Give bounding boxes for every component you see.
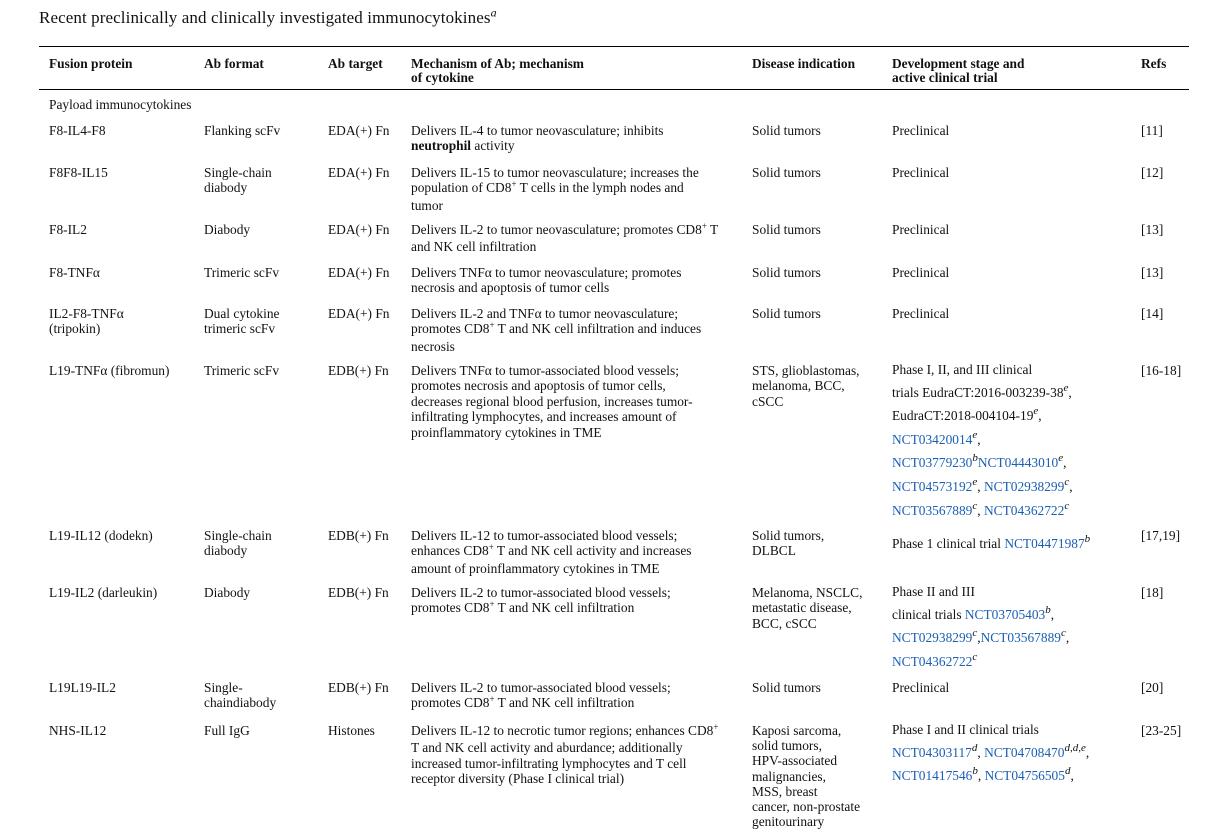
- development-stage: [892, 533, 1091, 553]
- refs: [12]: [1141, 165, 1164, 180]
- disease-line: genitourinary: [752, 814, 825, 830]
- ab-format: Full IgG: [204, 723, 250, 738]
- mechanism-line: [411, 543, 692, 560]
- mechanism-line: promotes necrosis and apoptosis of tumor cells,: [411, 378, 666, 394]
- dev-line: [892, 627, 1069, 651]
- ab-format: [204, 680, 276, 711]
- mechanism-text: promotes CD8: [411, 600, 490, 616]
- dev-line: [892, 452, 1073, 476]
- disease-indication: Solid tumors: [752, 165, 821, 180]
- mechanism-line: Delivers IL-15 to tumor neovasculature; increases the: [411, 165, 699, 180]
- mechanism-text: Delivers IL-12 to necrotic tumor regions; enhances CD8: [411, 723, 714, 738]
- clinical-trial-link[interactable]: NCT04708470: [984, 744, 1065, 760]
- header-dev-line2: active clinical trial: [892, 70, 998, 85]
- disease-indication: [752, 585, 862, 631]
- table-caption: [39, 5, 497, 28]
- clinical-trial-link[interactable]: NCT04303117: [892, 744, 972, 760]
- mechanism-text: T and NK cell infiltration and induces: [494, 321, 702, 337]
- footnote-mark: d: [971, 741, 978, 754]
- refs: [18]: [1141, 585, 1164, 600]
- mechanism: [411, 265, 681, 296]
- footnote-mark: c: [972, 499, 978, 512]
- separator: ,: [977, 502, 981, 518]
- superscript: +: [489, 599, 495, 610]
- disease-line: solid tumors,: [752, 738, 822, 754]
- fusion-protein: L19-IL2 (darleukin): [49, 585, 158, 600]
- fusion-protein: [49, 306, 124, 337]
- disease-line: melanoma, BCC,: [752, 378, 845, 394]
- mechanism-text: T and NK cell infiltration: [494, 600, 635, 616]
- dev-line: [892, 742, 1089, 766]
- footnote-mark: b: [972, 765, 978, 778]
- fusion-protein: L19-TNFα (fibromun): [49, 363, 170, 378]
- mechanism-text: T cells in the lymph nodes and: [516, 180, 684, 196]
- refs: [14]: [1141, 306, 1164, 321]
- mechanism-text: population of CD8: [411, 180, 512, 196]
- mechanism-line: Delivers IL-12 to tumor-associated blood vessels;: [411, 528, 678, 543]
- header-development-stage: [892, 57, 1024, 85]
- refs: [13]: [1141, 222, 1164, 237]
- format-line: chaindiabody: [204, 695, 277, 711]
- disease-indication: Solid tumors: [752, 306, 821, 321]
- refs: [23-25]: [1141, 723, 1182, 738]
- footnote-mark: b: [972, 452, 978, 465]
- footnote-mark: b: [1084, 533, 1091, 545]
- dev-line: Phase I, II, and III clinical: [892, 362, 1033, 377]
- mechanism-line: proinflammatory cytokines in TME: [411, 424, 602, 440]
- development-stage: [892, 581, 1069, 674]
- mechanism-text: Delivers IL-2 to tumor neovasculature; promotes CD8: [411, 222, 702, 237]
- superscript: +: [701, 221, 707, 231]
- ab-target: EDB(+) Fn: [328, 528, 389, 543]
- ab-format: [204, 306, 280, 337]
- caption-footnote-mark: a: [490, 5, 497, 20]
- disease-line: DLBCL: [752, 543, 796, 559]
- footnote-mark: d: [1064, 765, 1071, 778]
- dev-line: Phase II and III: [892, 584, 975, 599]
- header-mechanism-line1: Mechanism of Ab; mechanism: [411, 56, 584, 71]
- clinical-trial-link[interactable]: NCT04471987: [1004, 536, 1085, 551]
- ab-target: EDB(+) Fn: [328, 585, 389, 600]
- mechanism-line: T and NK cell activity and aburdance; additionally: [411, 740, 683, 756]
- footnote-mark: c: [1060, 627, 1066, 640]
- mechanism: [411, 165, 699, 213]
- dev-text: EudraCT:2018-004104-19: [892, 408, 1034, 424]
- footnote-mark: e: [1033, 405, 1039, 418]
- development-stage: Preclinical: [892, 165, 950, 180]
- header-rule: [39, 89, 1189, 90]
- separator: ,: [1050, 606, 1055, 622]
- format-line: diabody: [204, 543, 248, 559]
- disease-line: HPV-associated: [752, 753, 838, 769]
- header-ab-target: Ab target: [328, 56, 383, 71]
- mechanism-line: [411, 723, 718, 740]
- footnote-mark: c: [1064, 499, 1070, 512]
- mechanism-line: amount of proinflammatory cytokines in TME: [411, 560, 660, 576]
- mechanism: [411, 222, 718, 255]
- fusion-protein: L19-IL12 (dodekn): [49, 528, 153, 543]
- footnote-mark: e: [972, 475, 978, 488]
- ab-target: EDA(+) Fn: [328, 265, 390, 280]
- footnote-mark: e: [1058, 452, 1064, 465]
- mechanism: [411, 123, 664, 154]
- fusion-protein: F8-TNFα: [49, 265, 100, 280]
- disease-indication: [752, 723, 860, 829]
- mechanism-line: decreases regional blood perfusion, increases tumor-: [411, 393, 693, 409]
- header-fusion-protein: Fusion protein: [49, 56, 133, 71]
- superscript: +: [713, 722, 719, 732]
- separator: ,: [977, 744, 981, 760]
- separator: ,: [977, 630, 981, 646]
- format-line: Single-: [204, 680, 243, 695]
- disease-line: Kaposi sarcoma,: [752, 723, 842, 738]
- format-line: trimeric scFv: [204, 321, 276, 337]
- development-stage: Preclinical: [892, 123, 950, 138]
- ab-format: Diabody: [204, 222, 251, 237]
- dev-line: [892, 405, 1073, 429]
- ab-target: EDB(+) Fn: [328, 363, 389, 378]
- mechanism: [411, 363, 693, 440]
- clinical-trial-link[interactable]: NCT04362722: [892, 653, 973, 669]
- mechanism-line: and NK cell infiltration: [411, 239, 537, 255]
- fusion-protein: L19L19-IL2: [49, 680, 116, 695]
- clinical-trial-link[interactable]: NCT03420014: [892, 431, 973, 447]
- header-dev-line1: Development stage and: [892, 56, 1025, 71]
- superscript: +: [488, 542, 494, 553]
- dev-text: Phase 1 clinical trial: [892, 536, 1005, 551]
- header-mechanism: [411, 57, 584, 85]
- mechanism-line: infiltrating lymphocytes, and increases amount of: [411, 409, 677, 425]
- ab-format: Flanking scFv: [204, 123, 281, 138]
- ab-target: EDA(+) Fn: [328, 123, 390, 138]
- mechanism-text: T: [706, 222, 719, 237]
- dev-line: [892, 765, 1089, 789]
- mechanism-line: tumor: [411, 197, 443, 213]
- footnote-mark: d,d,e: [1064, 741, 1086, 754]
- disease-line: Melanoma, NSCLC,: [752, 585, 863, 600]
- footnote-mark: e: [1063, 381, 1069, 394]
- disease-indication: Solid tumors: [752, 265, 821, 280]
- disease-line: BCC, cSCC: [752, 615, 817, 631]
- dev-line: [892, 651, 1069, 675]
- refs: [20]: [1141, 680, 1164, 695]
- separator: ,: [1069, 478, 1073, 494]
- footnote-mark: c: [972, 650, 978, 663]
- caption-title: Recent preclinically and clinically investigated immunocytokines: [39, 8, 491, 27]
- disease-line: STS, glioblastomas,: [752, 363, 860, 378]
- superscript: +: [489, 320, 495, 331]
- separator: ,: [977, 478, 981, 494]
- clinical-trial-link[interactable]: NCT02938299: [983, 478, 1065, 494]
- mechanism-bold: neutrophil: [411, 138, 472, 154]
- mechanism-line: [411, 222, 718, 239]
- mechanism: [411, 528, 692, 576]
- separator: ,: [977, 768, 982, 784]
- dev-line: Phase I and II clinical trials: [892, 722, 1039, 737]
- ab-format: [204, 528, 272, 559]
- section-label: Payload immunocytokines: [49, 97, 192, 112]
- mechanism-text: T and NK cell infiltration: [494, 695, 635, 711]
- mechanism: [411, 306, 701, 354]
- mechanism-line: increased tumor-infiltrating lymphocytes and T cell: [411, 755, 687, 771]
- fusion-line: (tripokin): [49, 321, 101, 337]
- mechanism: [411, 585, 671, 618]
- mechanism-line: Delivers IL-2 and TNFα to tumor neovasculature;: [411, 306, 679, 321]
- clinical-trial-link[interactable]: NCT04443010: [977, 455, 1059, 471]
- separator: ,: [1038, 408, 1042, 424]
- ab-target: EDA(+) Fn: [328, 222, 390, 237]
- mechanism-line: [411, 600, 671, 617]
- development-stage: Preclinical: [892, 265, 950, 280]
- refs: [17,19]: [1141, 528, 1181, 543]
- footnote-mark: e: [972, 428, 978, 441]
- fusion-protein: F8-IL2: [49, 222, 87, 237]
- dev-text: clinical trials: [892, 606, 965, 622]
- disease-line: metastatic disease,: [752, 600, 852, 616]
- disease-line: cSCC: [752, 393, 784, 409]
- superscript: +: [511, 179, 517, 190]
- disease-line: Solid tumors,: [752, 528, 825, 543]
- disease-line: malignancies,: [752, 768, 826, 784]
- refs: [13]: [1141, 265, 1164, 280]
- mechanism-line: [411, 695, 671, 712]
- separator: ,: [1068, 384, 1072, 400]
- mechanism-line: Delivers IL-2 to tumor-associated blood vessels;: [411, 585, 671, 600]
- clinical-trial-link[interactable]: NCT04362722: [983, 502, 1065, 518]
- separator: ,: [1070, 768, 1074, 784]
- header-mechanism-line2: of cytokine: [411, 70, 474, 85]
- development-stage: Preclinical: [892, 306, 950, 321]
- ab-target: Histones: [328, 723, 375, 738]
- mechanism-line: Delivers IL-2 to tumor-associated blood vessels;: [411, 680, 671, 695]
- disease-line: MSS, breast: [752, 783, 818, 799]
- separator: ,: [1085, 744, 1090, 760]
- disease-indication: [752, 363, 860, 409]
- header-ab-format: Ab format: [204, 56, 264, 71]
- fusion-protein: F8-IL4-F8: [49, 123, 106, 138]
- disease-indication: [752, 528, 824, 559]
- dev-line: [892, 604, 1069, 628]
- disease-indication: Solid tumors: [752, 123, 821, 138]
- format-line: Single-chain: [204, 528, 272, 543]
- dev-line: [892, 382, 1073, 406]
- format-line: Dual cytokine: [204, 306, 280, 321]
- footnote-mark: c: [1064, 475, 1070, 488]
- ab-target: EDB(+) Fn: [328, 680, 389, 695]
- development-stage: [892, 719, 1089, 789]
- clinical-trial-link[interactable]: NCT03567889: [892, 502, 973, 518]
- mechanism-line: Delivers TNFα to tumor-associated blood vessels;: [411, 363, 679, 378]
- mechanism: [411, 723, 718, 787]
- disease-line: cancer, non-prostate: [752, 799, 861, 815]
- ab-format: Trimeric scFv: [204, 363, 280, 378]
- dev-line: [892, 429, 1073, 453]
- mechanism-text: T and NK cell activity and increases: [493, 543, 692, 559]
- disease-indication: Solid tumors: [752, 680, 821, 695]
- dev-text: trials EudraCT:2016-003239-38: [892, 384, 1064, 400]
- header-disease-indication: Disease indication: [752, 56, 856, 71]
- top-rule: [39, 46, 1189, 47]
- refs: [11]: [1141, 123, 1163, 138]
- mechanism-text: promotes CD8: [411, 695, 490, 711]
- mechanism-line: necrosis: [411, 338, 455, 354]
- mechanism-line: Delivers TNFα to tumor neovasculature; promotes: [411, 265, 682, 280]
- ab-format: Trimeric scFv: [204, 265, 280, 280]
- ab-target: EDA(+) Fn: [328, 306, 390, 321]
- footnote-mark: c: [972, 627, 978, 640]
- mechanism-line: receptor diversity (Phase I clinical trial): [411, 771, 625, 787]
- mechanism-line: Delivers IL-4 to tumor neovasculature; inhibits: [411, 123, 664, 138]
- dev-line: [892, 476, 1073, 500]
- clinical-trial-link[interactable]: NCT04756505: [984, 768, 1065, 784]
- superscript: +: [489, 694, 495, 705]
- mechanism-text: promotes CD8: [411, 321, 490, 337]
- mechanism-line: [411, 180, 699, 197]
- fusion-line: IL2-F8-TNFα: [49, 306, 124, 321]
- ab-format: Single-chain diabody: [204, 165, 272, 196]
- mechanism: [411, 680, 671, 713]
- separator: ,: [1063, 455, 1067, 471]
- mechanism-text: activity: [471, 138, 515, 154]
- separator: ,: [1065, 630, 1070, 646]
- clinical-trial-link[interactable]: NCT01417546: [892, 768, 973, 784]
- mechanism-text: enhances CD8: [411, 543, 489, 559]
- development-stage: Preclinical: [892, 222, 950, 237]
- separator: ,: [977, 431, 981, 447]
- clinical-trial-link[interactable]: NCT03705403: [964, 606, 1046, 622]
- development-stage: [892, 359, 1073, 523]
- header-refs: Refs: [1141, 56, 1167, 71]
- ab-format: Diabody: [204, 585, 251, 600]
- clinical-trial-link[interactable]: NCT03567889: [980, 630, 1061, 646]
- fusion-protein: F8F8-IL15: [49, 165, 108, 180]
- footnote-mark: b: [1045, 603, 1051, 616]
- clinical-trial-link[interactable]: NCT02938299: [892, 630, 973, 646]
- clinical-trial-link[interactable]: NCT03779230: [892, 455, 973, 471]
- ab-target: EDA(+) Fn: [328, 165, 390, 180]
- mechanism-line: [411, 138, 664, 153]
- mechanism-line: [411, 321, 701, 338]
- development-stage: Preclinical: [892, 680, 950, 695]
- refs: [16-18]: [1141, 363, 1182, 378]
- mechanism-line: necrosis and apoptosis of tumor cells: [411, 280, 610, 296]
- dev-line: [892, 500, 1073, 524]
- disease-indication: Solid tumors: [752, 222, 821, 237]
- clinical-trial-link[interactable]: NCT04573192: [892, 478, 973, 494]
- fusion-protein: NHS-IL12: [49, 723, 107, 738]
